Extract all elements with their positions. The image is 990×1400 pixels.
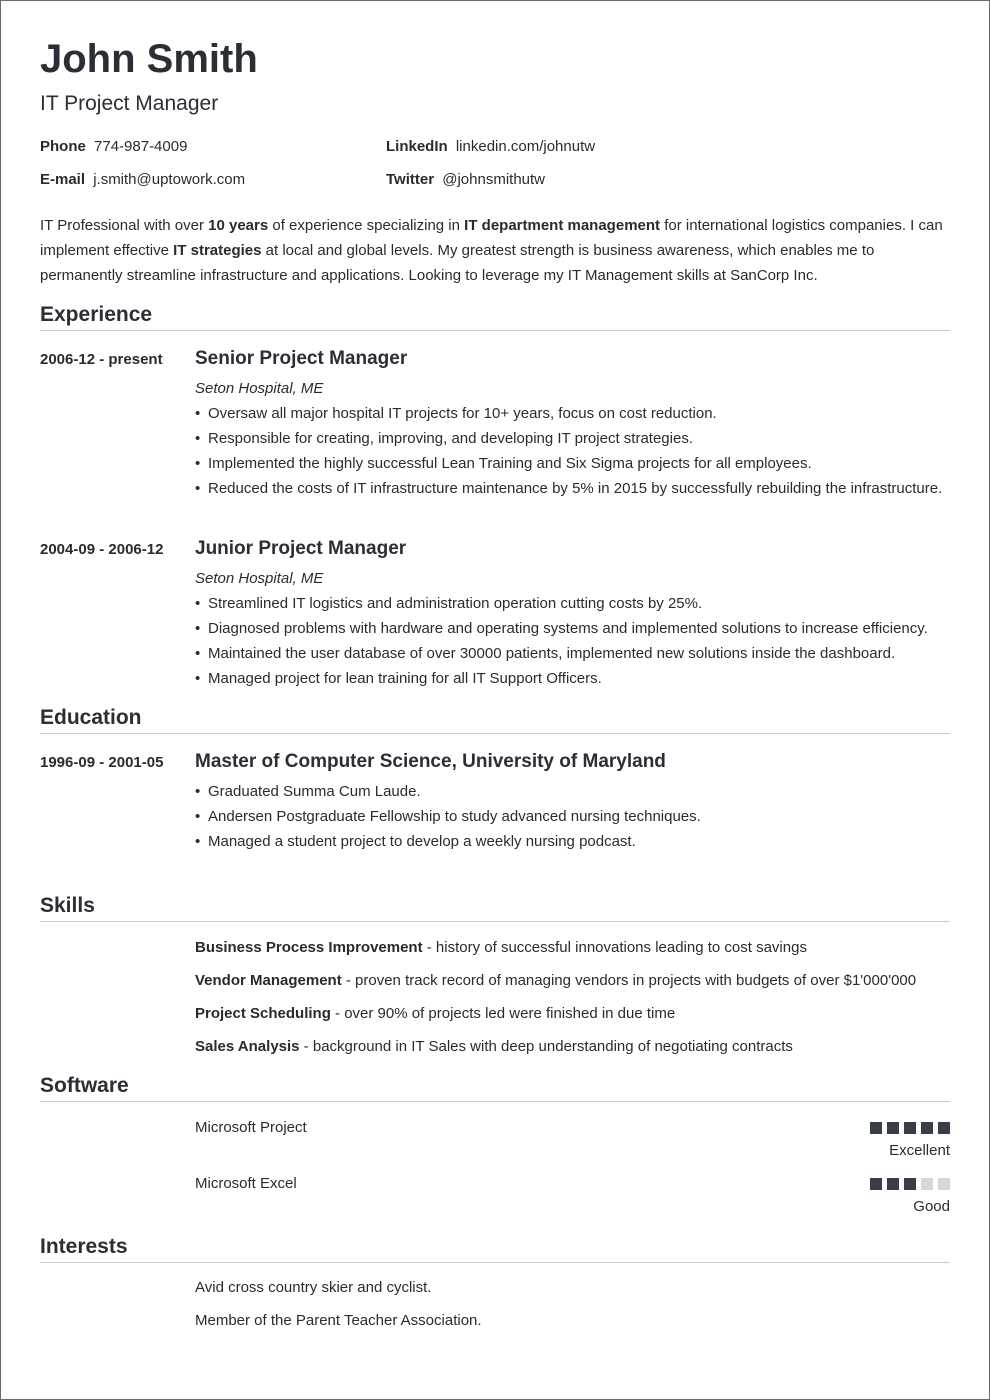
- education-degree: Master of Computer Science, University of Maryland: [195, 751, 666, 772]
- job-bullets: [195, 401, 942, 501]
- linkedin-label: LinkedIn: [386, 138, 448, 155]
- software-level: Excellent: [889, 1142, 950, 1159]
- section-skills-title: Skills: [40, 894, 950, 922]
- contact-email: [40, 171, 245, 188]
- software-name: Microsoft Project: [195, 1119, 307, 1136]
- software-rating: [870, 1178, 950, 1190]
- section-experience-title: Experience: [40, 303, 950, 331]
- skill-item: [195, 1005, 675, 1022]
- profile-summary: [40, 213, 952, 288]
- rating-square-filled: [870, 1178, 882, 1190]
- bullet-item: • Reduced the costs of IT infrastructure maintenance by 5% in 2015 by successfully rebuilding the infrastructure.: [195, 476, 942, 501]
- bullet-item: • Streamlined IT logistics and administration operation cutting costs by 25%.: [195, 591, 928, 616]
- job-bullets: [195, 591, 928, 691]
- bullet-item: • Managed project for lean training for all IT Support Officers.: [195, 666, 928, 691]
- interest-item: Member of the Parent Teacher Association.: [195, 1312, 482, 1329]
- rating-square-filled: [921, 1122, 933, 1134]
- education-bullets: [195, 779, 701, 854]
- skill-item: [195, 1038, 793, 1055]
- twitter-value[interactable]: @johnsmithutw: [442, 171, 546, 188]
- bullet-item: • Implemented the highly successful Lean Training and Six Sigma projects for all employees.: [195, 451, 942, 476]
- software-rating: [870, 1122, 950, 1134]
- skill-item: [195, 939, 807, 956]
- email-label: E-mail: [40, 171, 86, 188]
- summary-highlight: IT department management: [464, 217, 661, 234]
- software-level: Good: [913, 1198, 950, 1215]
- rating-square-filled: [938, 1122, 950, 1134]
- skill-description: - background in IT Sales with deep understanding of negotiating contracts: [299, 1038, 793, 1055]
- bullet-item: • Andersen Postgraduate Fellowship to study advanced nursing techniques.: [195, 804, 701, 829]
- contact-linkedin: [386, 138, 595, 155]
- twitter-label: Twitter: [386, 171, 435, 188]
- rating-square-filled: [870, 1122, 882, 1134]
- linkedin-value[interactable]: linkedin.com/johnutw: [455, 138, 596, 155]
- skill-name: Vendor Management: [195, 972, 342, 989]
- summary-text: of experience specializing in: [268, 217, 465, 234]
- contact-phone: [40, 138, 187, 155]
- rating-square-filled: [904, 1122, 916, 1134]
- bullet-item: • Diagnosed problems with hardware and operating systems and implemented solutions to increase efficiency.: [195, 616, 928, 641]
- job-organization: Seton Hospital, ME: [195, 570, 324, 587]
- job-date: 2006-12 - present: [40, 351, 163, 368]
- phone-label: Phone: [40, 138, 86, 155]
- rating-square-filled: [887, 1122, 899, 1134]
- candidate-title: IT Project Manager: [40, 92, 219, 115]
- education-date: 1996-09 - 2001-05: [40, 754, 164, 771]
- skill-item: [195, 972, 916, 989]
- phone-value: 774-987-4009: [94, 138, 188, 155]
- summary-text: for international logistics companies. I can implement effective: [40, 217, 943, 259]
- skill-name: Project Scheduling: [195, 1005, 331, 1022]
- summary-highlight: 10 years: [208, 217, 269, 234]
- bullet-item: • Oversaw all major hospital IT projects for 10+ years, focus on cost reduction.: [195, 401, 942, 426]
- skill-description: - history of successful innovations leading to cost savings: [422, 939, 807, 956]
- email-value[interactable]: j.smith@uptowork.com: [93, 171, 246, 188]
- bullet-item: • Managed a student project to develop a weekly nursing podcast.: [195, 829, 701, 854]
- bullet-item: • Graduated Summa Cum Laude.: [195, 779, 701, 804]
- rating-square-filled: [887, 1178, 899, 1190]
- job-title: Senior Project Manager: [195, 348, 408, 369]
- summary-text: at local and global levels. My greatest strength is business awareness, which enables me to permanently streamline infrastructure and applications. Looking to leverage my IT Management skills at SanCorp Inc.: [40, 242, 875, 284]
- job-organization: Seton Hospital, ME: [195, 380, 324, 397]
- section-software-title: Software: [40, 1074, 950, 1102]
- section-interests-title: Interests: [40, 1235, 950, 1263]
- rating-square-empty: [921, 1178, 933, 1190]
- contact-twitter: [386, 171, 545, 188]
- bullet-item: • Maintained the user database of over 30000 patients, implemented new solutions inside the dashboard.: [195, 641, 928, 666]
- section-education-title: Education: [40, 706, 950, 734]
- interest-item: Avid cross country skier and cyclist.: [195, 1279, 432, 1296]
- job-date: 2004-09 - 2006-12: [40, 541, 164, 558]
- skill-description: - proven track record of managing vendors in projects with budgets of over $1'000'000: [341, 972, 917, 989]
- rating-square-empty: [938, 1178, 950, 1190]
- rating-square-filled: [904, 1178, 916, 1190]
- skill-name: Sales Analysis: [195, 1038, 300, 1055]
- summary-highlight: IT strategies: [173, 242, 262, 259]
- summary-text: IT Professional with over: [40, 217, 209, 234]
- skill-name: Business Process Improvement: [195, 939, 423, 956]
- software-name: Microsoft Excel: [195, 1175, 297, 1192]
- candidate-name: John Smith: [40, 37, 258, 81]
- job-title: Junior Project Manager: [195, 538, 407, 559]
- bullet-item: • Responsible for creating, improving, and developing IT project strategies.: [195, 426, 942, 451]
- skill-description: - over 90% of projects led were finished in due time: [330, 1005, 676, 1022]
